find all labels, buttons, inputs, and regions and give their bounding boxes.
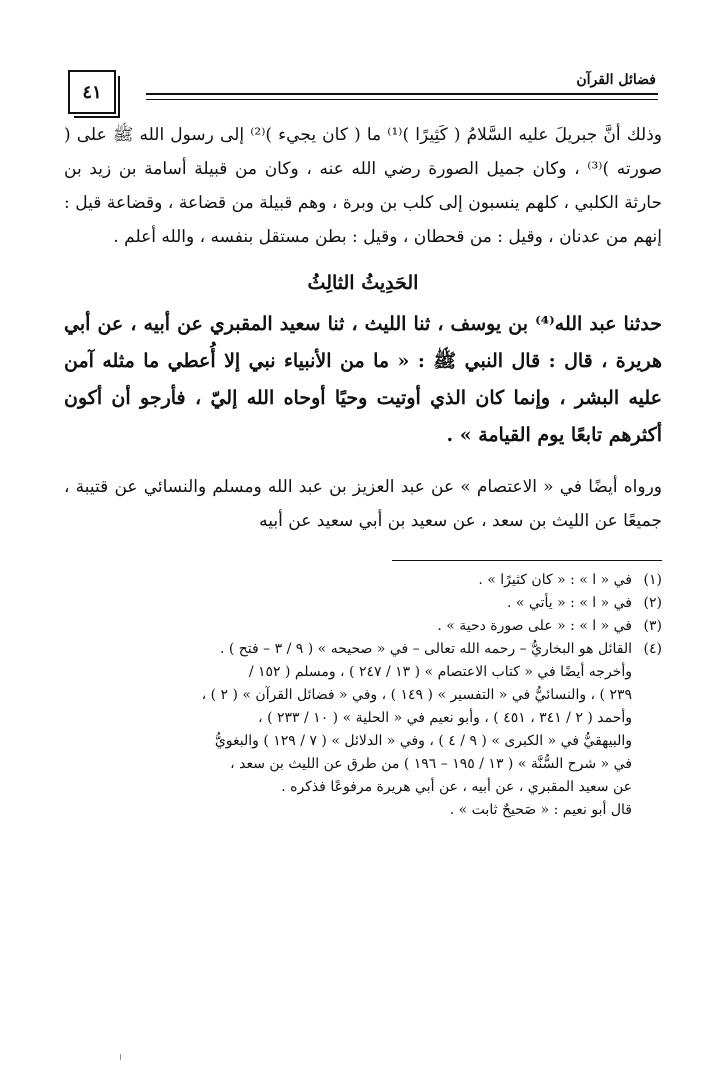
footnote-4-continuation-line: قال أبو نعيم : « صَحيحٌ ثابت » . bbox=[449, 802, 632, 818]
footnote-3 bbox=[64, 615, 662, 638]
footnote-4-continuation-line: وأخرجه أيضًا في « كتاب الاعتصام » ( ١٣ / ٢٤٧ ) ، ومسلم ( ١٥٢ / bbox=[248, 664, 632, 680]
footnote-4-continuation-line: في « شرح السُّنَّة » ( ١٣ / ١٩٥ – ١٩٦ ) من طرق عن الليث بن سعد ، bbox=[230, 756, 632, 772]
footnote-4-continuation-line: عن سعيد المقبري ، عن أبيه ، عن أبي هريرة مرفوعًا فذكره . bbox=[281, 779, 632, 795]
footnote-number: (١) bbox=[643, 572, 662, 588]
footnote-text: في « ا » : « على صورة دحية » . bbox=[437, 618, 632, 634]
footnote-number: (٣) bbox=[643, 618, 662, 634]
running-title: فضائل القرآن bbox=[576, 72, 656, 88]
footnote-number: (٢) bbox=[643, 595, 662, 611]
footnote-4-continuation-line: والبيهقيُّ في « الكبرى » ( ٩ / ٤ ) ، وفي « الدلائل » ( ٧ / ١٢٩ ) والبغويُّ bbox=[214, 733, 632, 749]
intro-paragraph: وذلك أنَّ جبريلَ عليه السَّلامُ ( كَثِيرًا )⁽¹⁾ ما ( كان يجيء )⁽²⁾ إلى رسول الله ﷺ على ( صورته )⁽³⁾ ، وكان جميل الصورة رضي الله عنه ، وكان من قبيلة أسامة بن زيد بن حارثة الكلبي ، كلهم ينسبون إلى كلب بن وبرة ، وهم قبيلة من قضاعة ، وقضاعة قيل : إنهم من عدنان ، وقيل : من قحطان ، وقيل : بطن مستقل بنفسه ، والله أعلم . bbox=[64, 125, 663, 247]
footnote-2 bbox=[64, 592, 662, 615]
header-rule bbox=[146, 93, 658, 95]
footnote-4-continuation-line: وأحمد ( ٢ / ٣٤١ ، ٤٥١ ) ، وأبو نعيم في « الحلية » ( ١٠ / ٢٣٣ ) ، bbox=[258, 710, 632, 726]
footnote-text: القائل هو البخاريُّ – رحمه الله تعالى – في « صحيحه » ( ٩ / ٣ – فتح ) . bbox=[219, 641, 632, 657]
footnote-4-continuation-line: ٢٣٩ ) ، والنسائيُّ في « التفسير » ( ١٤٩ ) ، وفي « فضائل القرآن » ( ٢ ) ، bbox=[201, 687, 632, 703]
footnote-4 bbox=[64, 638, 662, 661]
section-heading: الحَدِيثُ الثالِثُ bbox=[307, 272, 419, 294]
scan-mark bbox=[120, 1054, 121, 1060]
footnote-text: في « ا » : « يأتي » . bbox=[506, 595, 632, 611]
footnotes bbox=[64, 569, 662, 822]
footnote-number: (٤) bbox=[643, 641, 662, 657]
page-number: ٤١ bbox=[68, 70, 116, 114]
header-rule-thin bbox=[146, 99, 658, 100]
footnote-1 bbox=[64, 569, 662, 592]
hadith-text: حدثنا عبد الله⁽⁴⁾ بن يوسف ، ثنا الليث ، ثنا سعيد المقبري عن أبيه ، عن أبي هريرة ، قال : قال النبي ﷺ : « ما من الأنبياء نبي إلا أُعطي ما مثله آمن عليه البشر ، وإنما كان الذي أوتيت وحيًا أوحاه الله إليّ ، فأرجو أن أكون أكثرهم تابعًا يوم القيامة » . bbox=[64, 313, 662, 446]
narration-paragraph: ورواه أيضًا في « الاعتصام » عن عبد العزيز بن عبد الله ومسلم والنسائي عن قتيبة ، جميعًا عن الليث بن سعد ، عن سعيد بن أبي سعيد عن أبيه bbox=[64, 477, 662, 531]
footnote-separator bbox=[392, 560, 662, 561]
page-content bbox=[64, 118, 662, 822]
footnote-text: في « ا » : « كان كثيرًا » . bbox=[478, 572, 632, 588]
